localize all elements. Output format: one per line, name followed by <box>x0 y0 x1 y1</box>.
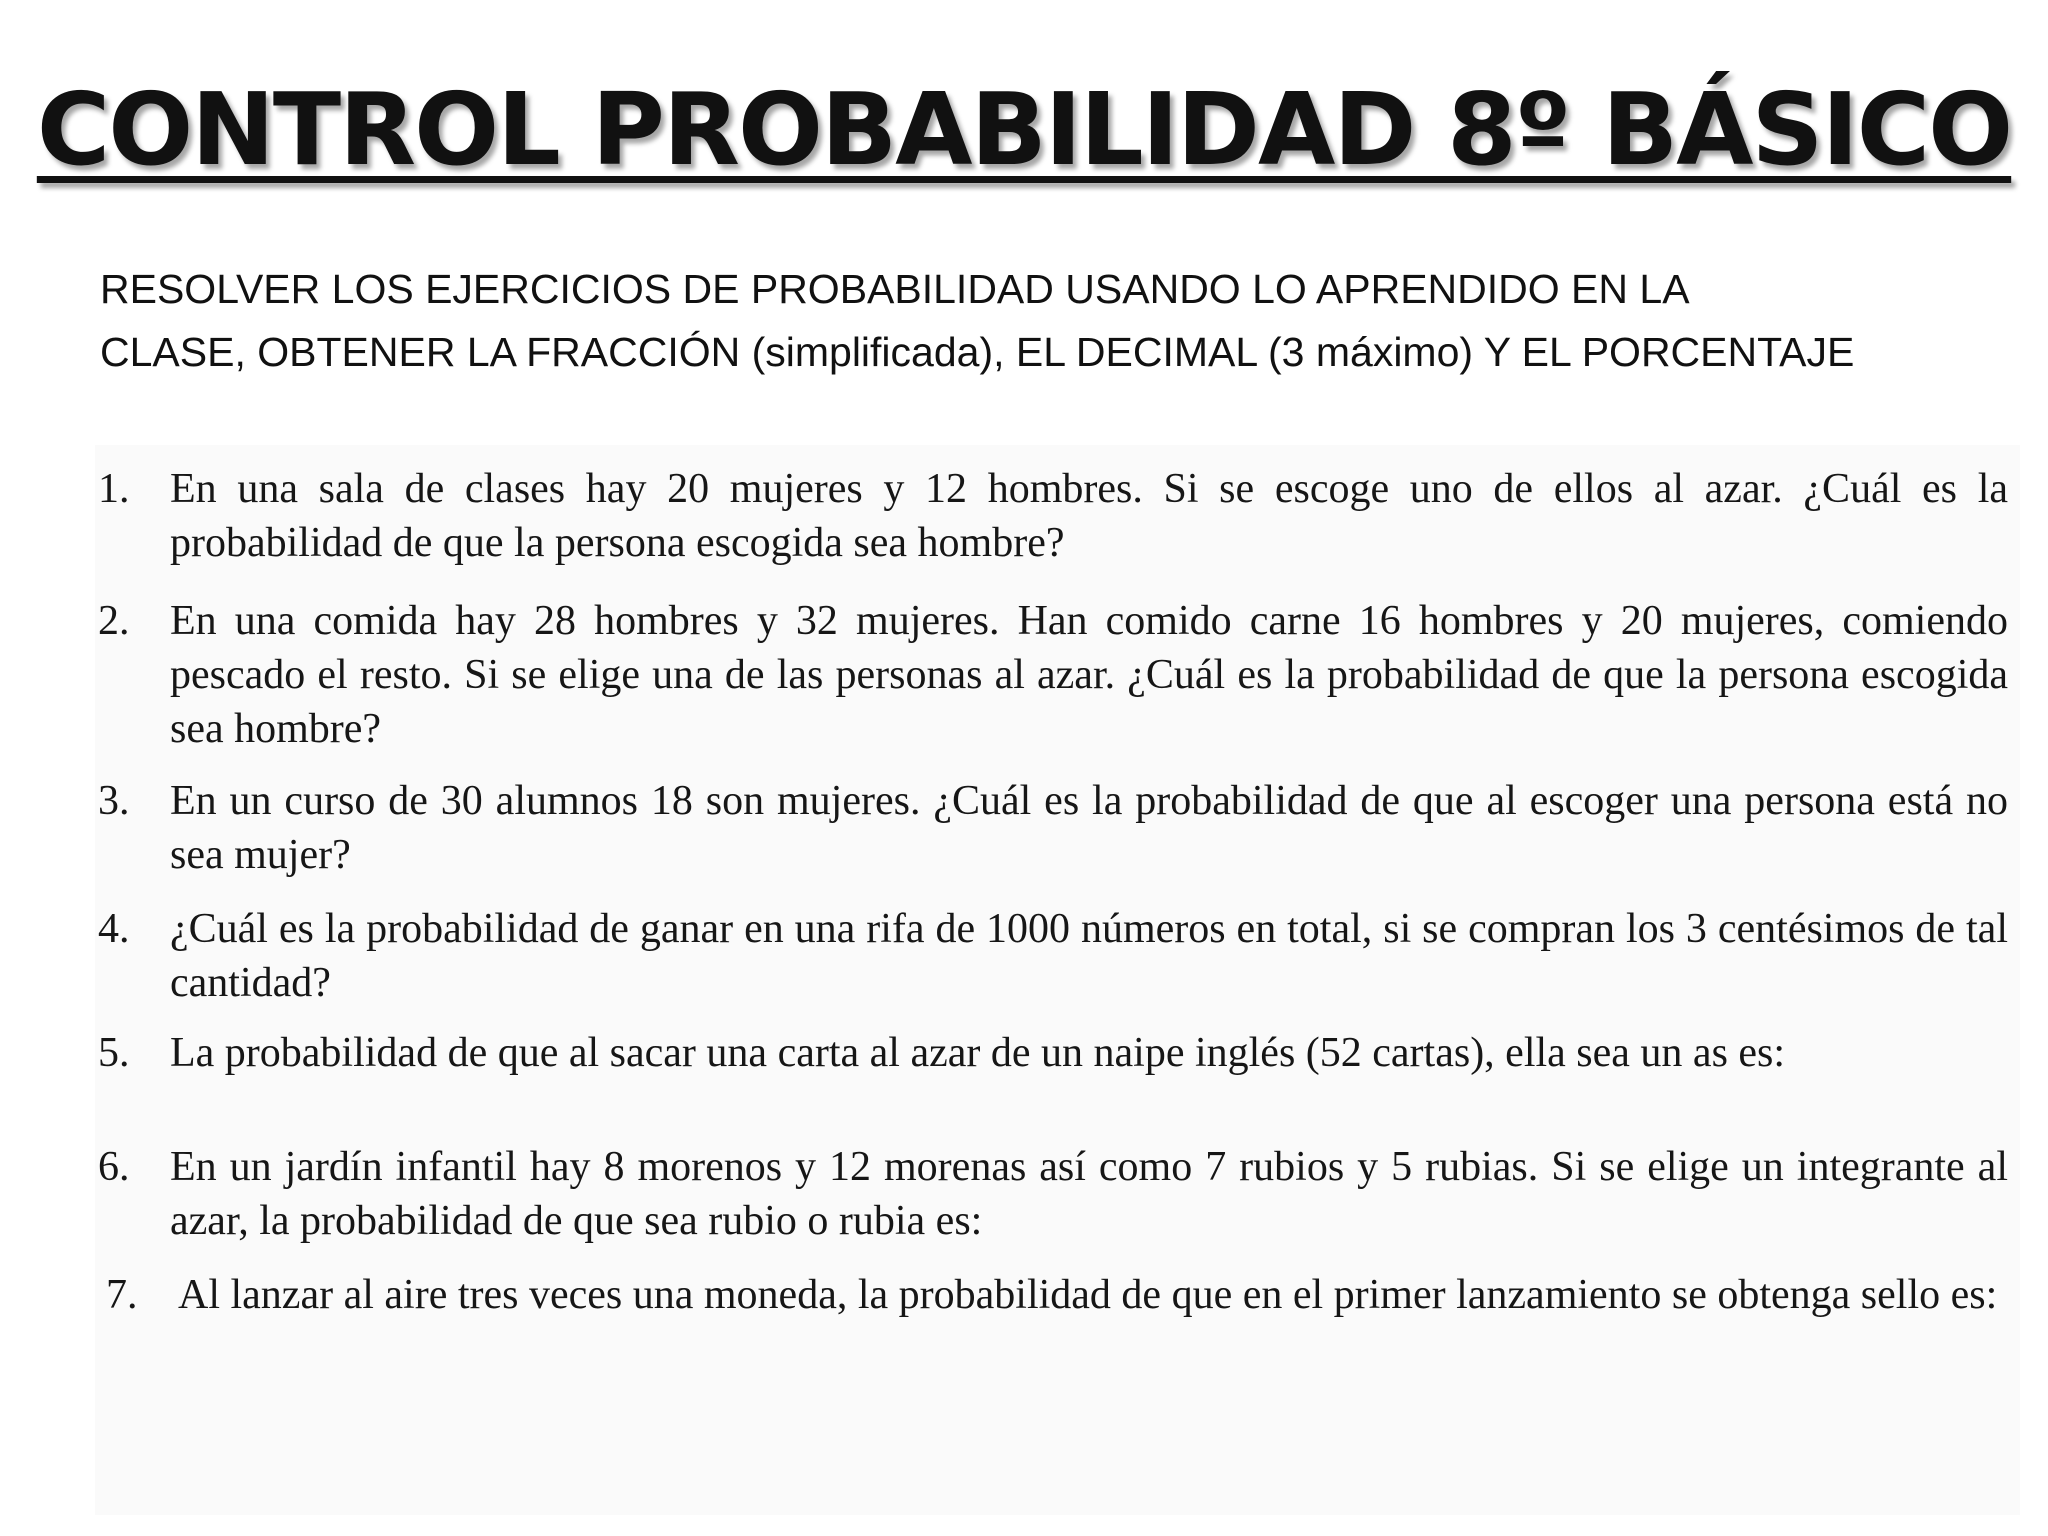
exercise-number: 6. <box>98 1144 130 1190</box>
exercise-4 <box>98 902 2008 1010</box>
exercise-text: En un jardín infantil hay 8 morenos y 12 morenas así como 7 rubios y 5 rubias. Si se elige un integrante al azar, la probabilidad de que sea rubio o rubia es: <box>170 1144 2008 1244</box>
instructions <box>100 258 2000 384</box>
exercise-number: 5. <box>98 1030 130 1076</box>
exercise-text: La probabilidad de que al sacar una carta al azar de un naipe inglés (52 cartas), ella sea un as es: <box>170 1030 1786 1076</box>
exercise-text: En una comida hay 28 hombres y 32 mujeres. Han comido carne 16 hombres y 20 mujeres, comiendo pescado el resto. Si se elige una de las personas al azar. ¿Cuál es la probabilidad de que la persona escogida sea hombre? <box>170 598 2008 752</box>
exercise-2 <box>98 594 2008 756</box>
exercise-number: 2. <box>98 598 130 644</box>
exercise-text: En un curso de 30 alumnos 18 son mujeres. ¿Cuál es la probabilidad de que al escoger una persona está no sea mujer? <box>170 778 2008 878</box>
exercise-7 <box>106 1268 2016 1322</box>
exercise-text: En una sala de clases hay 20 mujeres y 12 hombres. Si se escoge uno de ellos al azar. ¿Cuál es la probabilidad de que la persona escogida sea hombre? <box>170 466 2008 566</box>
exercise-3 <box>98 774 2008 882</box>
exercise-number: 7. <box>106 1272 138 1318</box>
exercise-text: Al lanzar al aire tres veces una moneda, la probabilidad de que en el primer lanzamiento se obtenga sello es: <box>178 1272 1998 1318</box>
exercise-number: 3. <box>98 778 130 824</box>
page-title <box>0 70 2048 190</box>
instructions-line-2: CLASE, OBTENER LA FRACCIÓN (simplificada), EL DECIMAL (3 máximo) Y EL PORCENTAJE <box>100 329 1855 375</box>
exercise-number: 1. <box>98 466 130 512</box>
exercise-5 <box>98 1026 2008 1080</box>
exercise-6 <box>98 1140 2008 1248</box>
exercise-1 <box>98 462 2008 570</box>
instructions-line-1: RESOLVER LOS EJERCICIOS DE PROBABILIDAD USANDO LO APRENDIDO EN LA <box>100 266 1690 312</box>
exercise-text: ¿Cuál es la probabilidad de ganar en una rifa de 1000 números en total, si se compran los 3 centésimos de tal cantidad? <box>170 906 2008 1006</box>
page-title-text: CONTROL PROBABILIDAD 8º BÁSICO <box>36 71 2012 188</box>
exercise-number: 4. <box>98 906 130 952</box>
